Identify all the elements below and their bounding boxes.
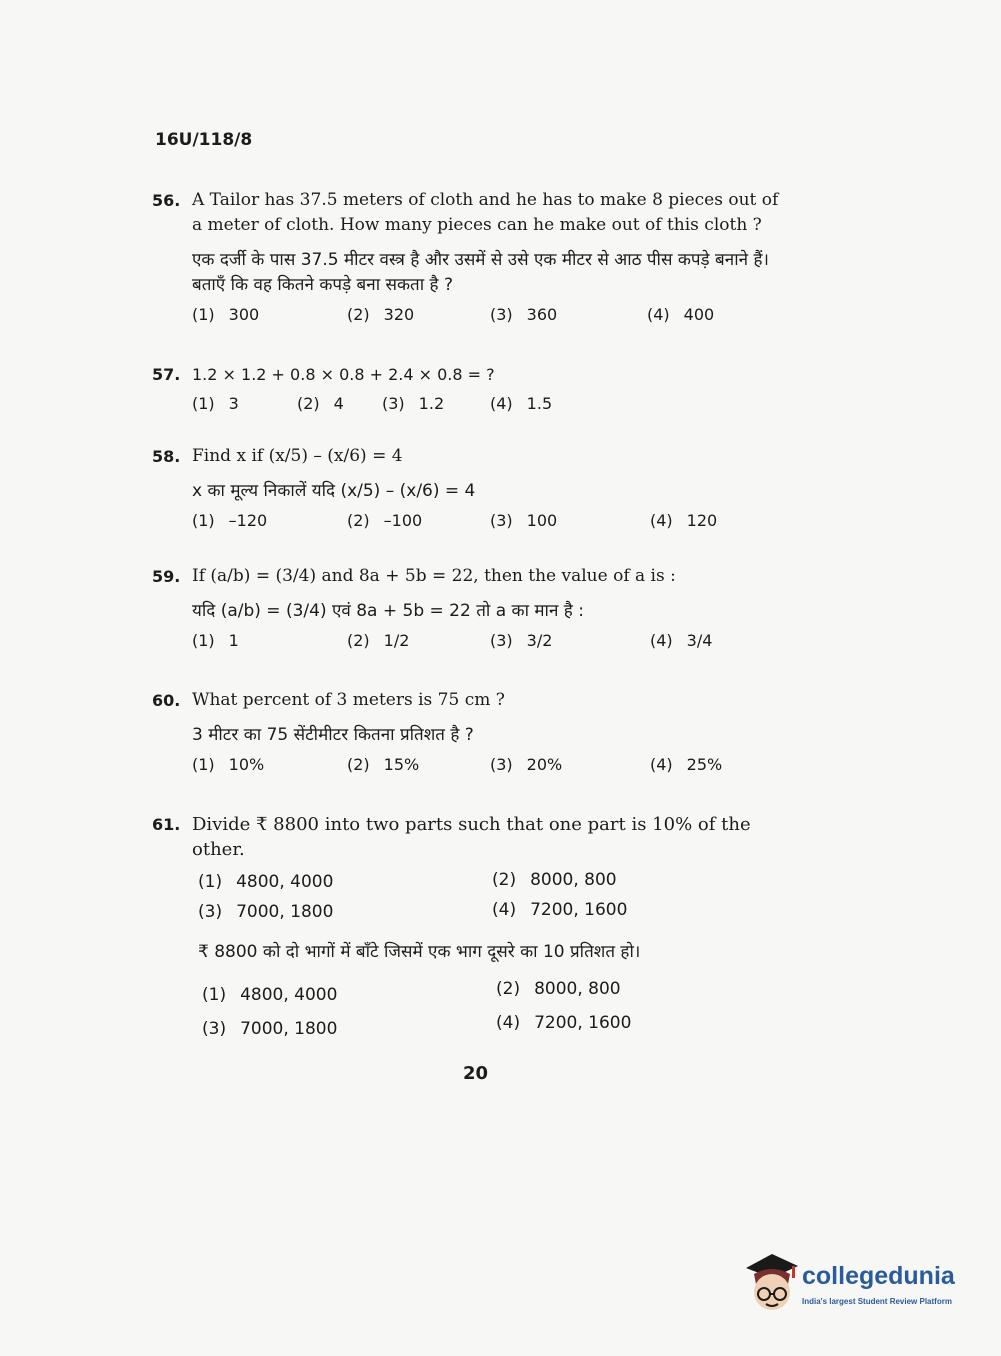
page-number: 20 <box>463 1063 489 1084</box>
option-4: (4) 120 <box>650 511 718 530</box>
question-text: Divide ₹ 8800 into two parts such that one part is 10% of the other. <box>192 814 751 860</box>
option-1: (1) 1 <box>192 631 239 650</box>
option-2: (2) 8000, 800 <box>492 870 617 890</box>
question-text-hindi: यदि (a/b) = (3/4) एवं 8a + 5b = 22 तो a का मान है : <box>192 601 584 621</box>
logo-tagline: India's largest Student Review Platform <box>802 1297 952 1306</box>
option-2: (2) 8000, 800 <box>496 979 621 999</box>
option-1: (1) 10% <box>192 755 265 774</box>
option-4: (4) 7200, 1600 <box>492 900 628 920</box>
option-1: (1) –120 <box>192 511 268 530</box>
options-hindi <box>198 975 792 1045</box>
option-3: (3) 7000, 1800 <box>202 1019 338 1039</box>
option-3: (3) 100 <box>490 511 558 530</box>
option-4: (4) 7200, 1600 <box>496 1013 632 1033</box>
option-1: (1) 3 <box>192 394 239 413</box>
option-4: (4) 25% <box>650 755 723 774</box>
option-3: (3) 20% <box>490 755 563 774</box>
paper-code: 16U/118/8 <box>155 130 253 150</box>
question-number: 61. <box>152 815 181 834</box>
question-text: Find x if (x/5) – (x/6) = 4 <box>192 446 403 466</box>
question-text-hindi: ₹ 8800 को दो भागों में बाँटे जिसमें एक भाग दूसरे का 10 प्रतिशत हो। <box>198 942 641 962</box>
options-english <box>198 868 792 926</box>
question-56 <box>152 188 792 328</box>
option-3: (3) 360 <box>490 305 558 324</box>
option-3: (3) 3/2 <box>490 631 553 650</box>
option-4: (4) 1.5 <box>490 394 553 413</box>
question-text-hindi: 3 मीटर का 75 सेंटीमीटर कितना प्रतिशत है ? <box>192 725 474 745</box>
question-number: 56. <box>152 191 181 210</box>
question-61 <box>152 812 792 1045</box>
option-2: (2) 320 <box>347 305 415 324</box>
options <box>192 302 792 328</box>
question-text: A Tailor has 37.5 meters of cloth and he has to make 8 pieces out of a meter of cloth. How many pieces can he make out of this cloth ? <box>192 190 779 235</box>
options <box>192 628 792 654</box>
logo-wordmark: collegedunia <box>802 1262 955 1290</box>
question-59 <box>152 564 792 654</box>
question-text-hindi: एक दर्जी के पास 37.5 मीटर वस्त्र है और उसमें से उसे एक मीटर से आठ पीस कपड़े बनाने हैं। बताएँ कि वह कितने कपड़े बना सकता है ? <box>192 250 769 295</box>
collegedunia-logo <box>742 1250 972 1320</box>
option-4: (4) 400 <box>647 305 715 324</box>
question-number: 59. <box>152 567 181 586</box>
option-3: (3) 1.2 <box>382 394 445 413</box>
option-2: (2) 15% <box>347 755 420 774</box>
question-57 <box>152 362 792 417</box>
mascot-icon <box>742 1250 802 1316</box>
options <box>192 508 792 534</box>
question-number: 57. <box>152 365 181 384</box>
option-2: (2) 4 <box>297 394 344 413</box>
option-3: (3) 7000, 1800 <box>198 902 334 922</box>
question-60 <box>152 688 792 778</box>
question-58 <box>152 444 792 534</box>
option-2: (2) 1/2 <box>347 631 410 650</box>
question-text: If (a/b) = (3/4) and 8a + 5b = 22, then the value of a is : <box>192 566 676 586</box>
option-1: (1) 4800, 4000 <box>202 985 338 1005</box>
question-number: 60. <box>152 691 181 710</box>
option-1: (1) 300 <box>192 305 260 324</box>
question-text: 1.2 × 1.2 + 0.8 × 0.8 + 2.4 × 0.8 = ? <box>192 365 495 384</box>
option-1: (1) 4800, 4000 <box>198 872 334 892</box>
option-4: (4) 3/4 <box>650 631 713 650</box>
question-number: 58. <box>152 447 181 466</box>
question-text: What percent of 3 meters is 75 cm ? <box>192 690 505 710</box>
options <box>192 391 792 417</box>
option-2: (2) –100 <box>347 511 423 530</box>
question-text-hindi: x का मूल्य निकालें यदि (x/5) – (x/6) = 4 <box>192 481 476 501</box>
options <box>192 752 792 778</box>
